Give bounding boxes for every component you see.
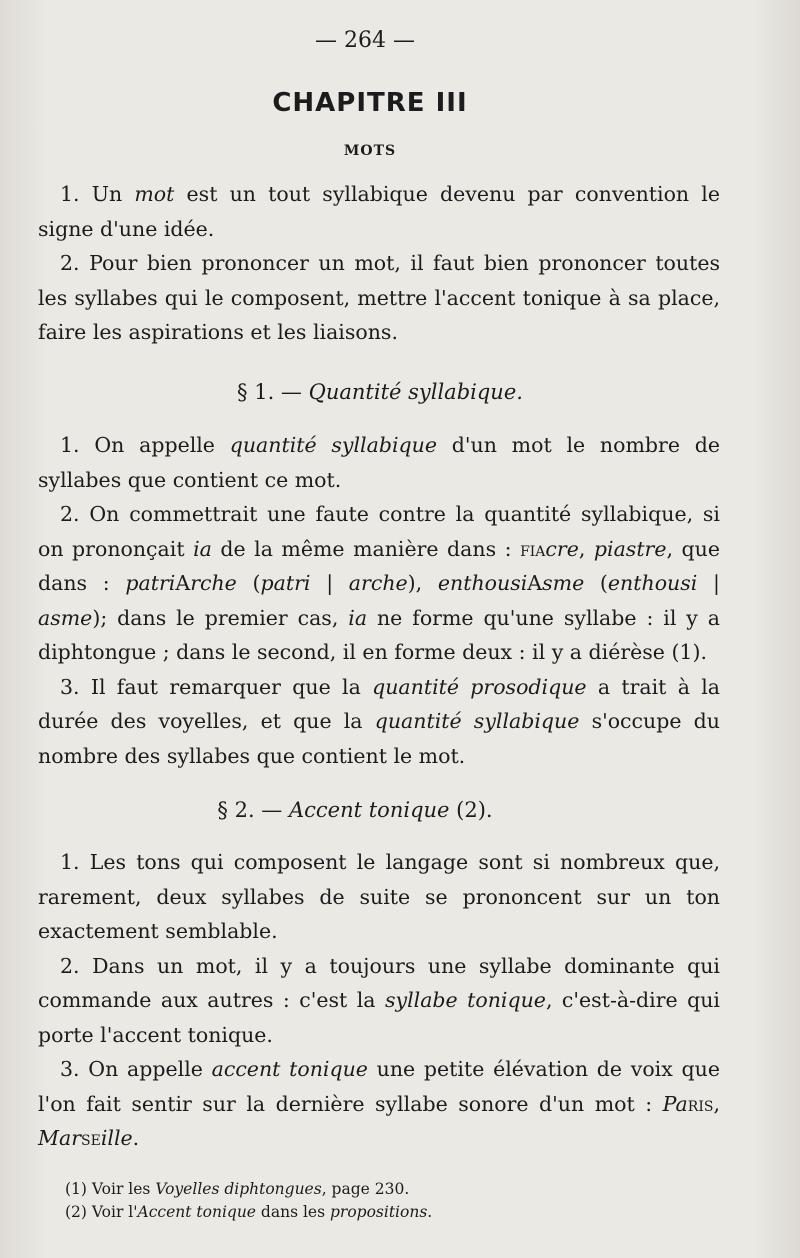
section-2-paragraph-1: 1. Les tons qui composent le langage sont si nombreux que, rarement, deux syllabes de suite se prononcent sur un ton exactement semblable. <box>38 850 720 943</box>
intro-paragraph-2: 2. Pour bien prononcer un mot, il faut bien prononcer toutes les syllabes qui le composent, mettre l'accent tonique à sa place, faire les aspirations et les liaisons. <box>38 251 720 344</box>
section-2-heading: § 2. — Accent tonique (2). <box>217 798 493 822</box>
intro-block <box>38 177 720 350</box>
section-1-paragraph-2: 2. On commettrait une faute contre la quantité syllabique, si on prononçait ia de la même manière dans : fiacre, piastre, que dans : patriArche (patri | arche), enthousiAsme (enthousi | asme); dans le premier cas, ia ne forme qu'une syllabe : il y a diphtongue ; dans le second, il en forme deux : il y a diérèse (1). <box>38 502 720 664</box>
chapter-subtitle: MOTS <box>343 143 397 159</box>
chapter-title: CHAPITRE III <box>272 88 468 118</box>
footnote-1: (1) Voir les Voyelles diphtongues, page 230. <box>65 1180 410 1198</box>
section-2-block <box>38 845 720 1156</box>
section-1-paragraph-3: 3. Il faut remarquer que la quantité prosodique a trait à la durée des voyelles, et que la quantité syllabique s'occupe du nombre des syllabes que contient le mot. <box>38 674 720 768</box>
section-1-heading: § 1. — Quantité syllabique. <box>237 380 523 404</box>
page-number: — 264 — <box>315 28 415 53</box>
section-1-block <box>38 428 720 773</box>
footnote-2: (2) Voir l'Accent tonique dans les propositions. <box>65 1203 433 1221</box>
section-2-paragraph-2: 2. Dans un mot, il y a toujours une syllabe dominante qui commande aux autres : c'est la syllabe tonique, c'est-à-dire qui porte l'accent tonique. <box>38 953 720 1047</box>
section-2-paragraph-3: 3. On appelle accent tonique une petite élévation de voix que l'on fait sentir sur la dernière syllabe sonore d'un mot : Paris, Marseille. <box>38 1057 720 1150</box>
intro-paragraph-1: 1. Un mot est un tout syllabique devenu par convention le signe d'une idée. <box>38 182 720 241</box>
footnotes <box>65 1178 725 1224</box>
section-1-paragraph-1: 1. On appelle quantité syllabique d'un mot le nombre de syllabes que contient ce mot. <box>38 433 720 492</box>
